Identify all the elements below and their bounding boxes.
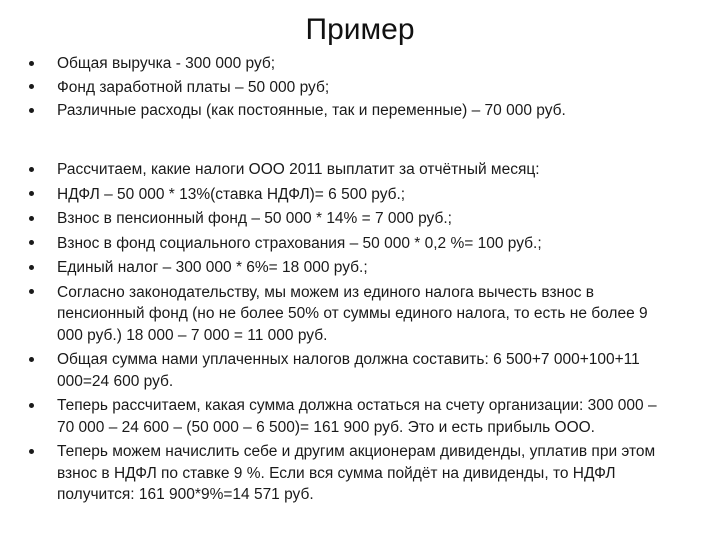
bullet-item: [0, 53, 665, 75]
bullet-dot-icon: [29, 108, 34, 113]
bullet-item: [0, 395, 665, 438]
bullet-text: Фонд заработной платы – 50 000 руб;: [57, 78, 330, 96]
bullet-dot-icon: [29, 265, 34, 270]
bullet-list-calculation: [0, 159, 665, 506]
bullet-dot-icon: [29, 403, 34, 408]
bullet-dot-icon: [29, 84, 34, 89]
bullet-text: Теперь рассчитаем, какая сумма должна остаться на счету организации: 300 000 – 70 000 – 24 600 – (50 000 – 6 500)= 161 900 руб. Это и есть прибыль ООО.: [57, 397, 657, 436]
bullet-dot-icon: [29, 449, 34, 454]
bullet-dot-icon: [29, 240, 34, 245]
bullet-item: [0, 257, 665, 279]
bullet-item: [0, 233, 665, 255]
bullet-dot-icon: [29, 289, 34, 294]
bullet-text: Общая сумма нами уплаченных налогов должна составить: 6 500+7 000+100+11 000=24 600 руб.: [57, 351, 640, 390]
slide-title: Пример: [305, 13, 415, 46]
bullet-dot-icon: [29, 191, 34, 196]
bullet-item: [0, 100, 665, 122]
bullet-text: Взнос в пенсионный фонд – 50 000 * 14% = 7 000 руб.;: [57, 210, 452, 227]
bullet-text: Рассчитаем, какие налоги ООО 2011 выплатит за отчётный месяц:: [57, 161, 540, 178]
bullet-item: [0, 77, 665, 99]
bullet-item: [0, 441, 665, 506]
bullet-item: [0, 159, 665, 181]
bullet-dot-icon: [29, 167, 34, 172]
bullet-text: Взнос в фонд социального страхования – 50 000 * 0,2 %= 100 руб.;: [57, 234, 542, 252]
bullet-item: [0, 184, 665, 206]
bullet-text: Различные расходы (как постоянные, так и переменные) – 70 000 руб.: [57, 102, 566, 119]
bullet-text: Единый налог – 300 000 * 6%= 18 000 руб.;: [57, 259, 368, 276]
bullet-text: НДФЛ – 50 000 * 13%(ставка НДФЛ)= 6 500 руб.;: [57, 185, 406, 203]
bullet-item: [0, 349, 665, 392]
bullet-text: Теперь можем начислить себе и другим акционерам дивиденды, уплатив при этом взнос в НДФЛ по ставке 9 %. Если вся сумма пойдёт на дивиденды, то НДФЛ получится: 161 900*9%=14 571 руб.: [57, 443, 656, 503]
bullet-item: [0, 208, 665, 230]
bullet-dot-icon: [29, 61, 34, 66]
bullet-item: [0, 282, 665, 347]
bullet-text: Общая выручка - 300 000 руб;: [57, 55, 276, 72]
bullet-dot-icon: [29, 216, 34, 221]
bullet-dot-icon: [29, 357, 34, 362]
bullet-list-summary: [0, 53, 665, 122]
bullet-text: Согласно законодательству, мы можем из единого налога вычесть взнос в пенсионный фонд (но не более 50% от суммы единого налога, то есть не более 9 000 руб.) 18 000 – 7 000 = 11 000 руб.: [57, 283, 648, 344]
